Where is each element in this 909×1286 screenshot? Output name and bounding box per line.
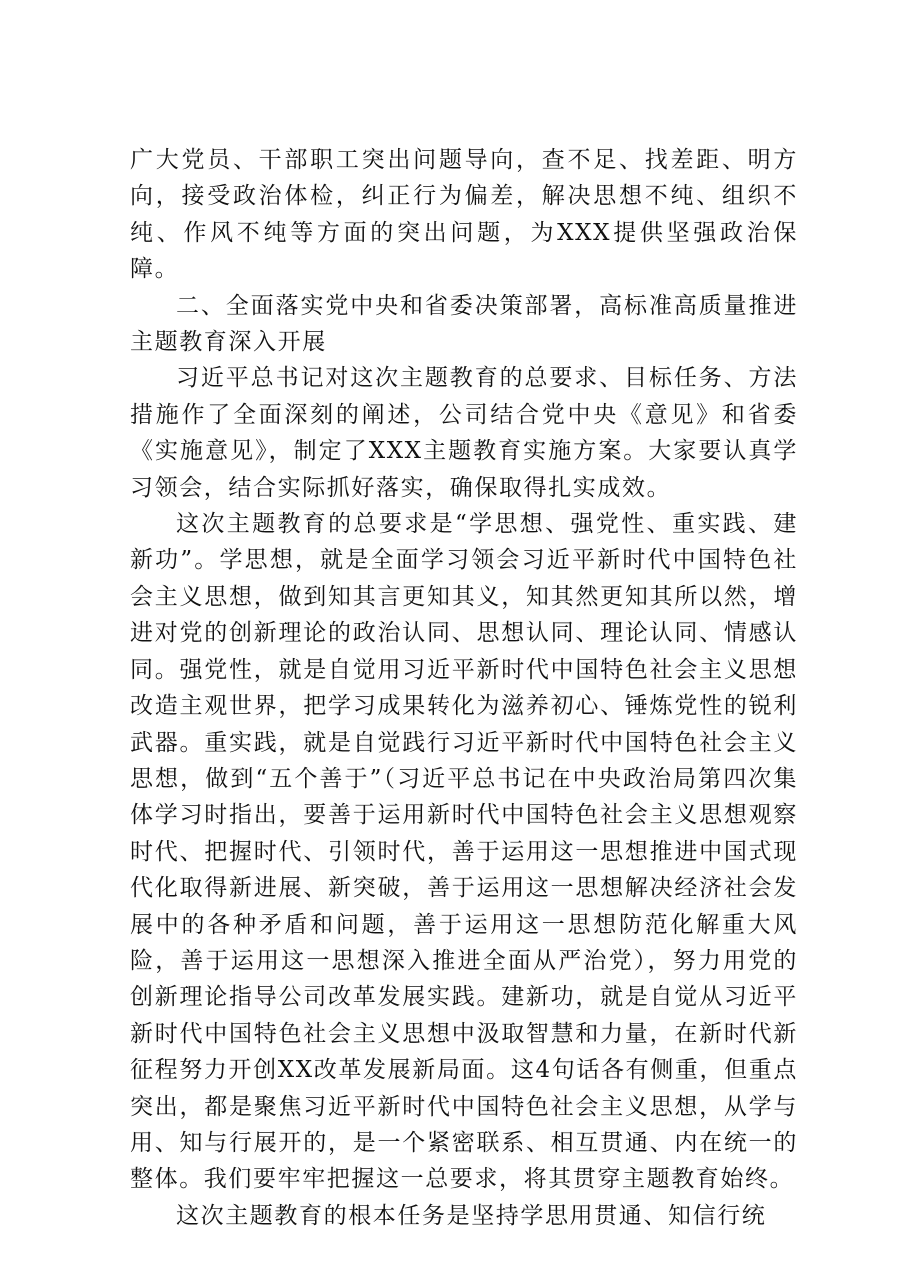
paragraph-continuation: 广大党员、干部职工突出问题导向，查不足、找差距、明方向，接受政治体检，纠正行为偏差，解决思想不纯、组织不纯、作风不纯等方面的突出问题，为XXX提供坚强政治保障。 bbox=[130, 147, 798, 283]
document-body bbox=[130, 142, 798, 1234]
section-heading: 二、全面落实党中央和省委决策部署，高标准高质量推进主题教育深入开展 bbox=[130, 292, 798, 356]
paragraph-intro: 习近平总书记对这次主题教育的总要求、目标任务、方法措施作了全面深刻的阐述，公司结合党中央《意见》和省委《实施意见》，制定了XXX主题教育实施方案。大家要认真学习领会，结合实际抓好落实，确保取得扎实成效。 bbox=[130, 365, 798, 501]
paragraph-fundamental-task: 这次主题教育的根本任务是坚持学思用贯通、知信行统 bbox=[176, 1202, 767, 1229]
paragraph-general-requirements: 这次主题教育的总要求是“学思想、强党性、重实践、建新功”。学思想，就是全面学习领会习近平新时代中国特色社会主义思想，做到知其言更知其义，知其然更知其所以然，增进对党的创新理论的政治认同、思想认同、理论认同、情感认同。强党性，就是自觉用习近平新时代中国特色社会主义思想改造主观世界，把学习成果转化为滋养初心、锤炼党性的锐利武器。重实践，就是自觉践行习近平新时代中国特色社会主义思想，做到“五个善于”（习近平总书记在中央政治局第四次集体学习时指出，要善于运用新时代中国特色社会主义思想观察时代、把握时代、引领时代，善于运用这一思想推进中国式现代化取得新进展、新突破，善于运用这一思想解决经济社会发展中的各种矛盾和问题，善于运用这一思想防范化解重大风险，善于运用这一思想深入推进全面从严治党），努力用党的创新理论指导公司改革发展实践。建新功，就是自觉从习近平新时代中国特色社会主义思想中汲取智慧和力量，在新时代新征程努力开创XX改革发展新局面。这4句话各有侧重，但重点突出，都是聚焦习近平新时代中国特色社会主义思想，从学与用、知与行展开的，是一个紧密联系、相互贯通、内在统一的整体。我们要牢牢把握这一总要求，将其贯穿主题教育始终。 bbox=[130, 511, 798, 1193]
